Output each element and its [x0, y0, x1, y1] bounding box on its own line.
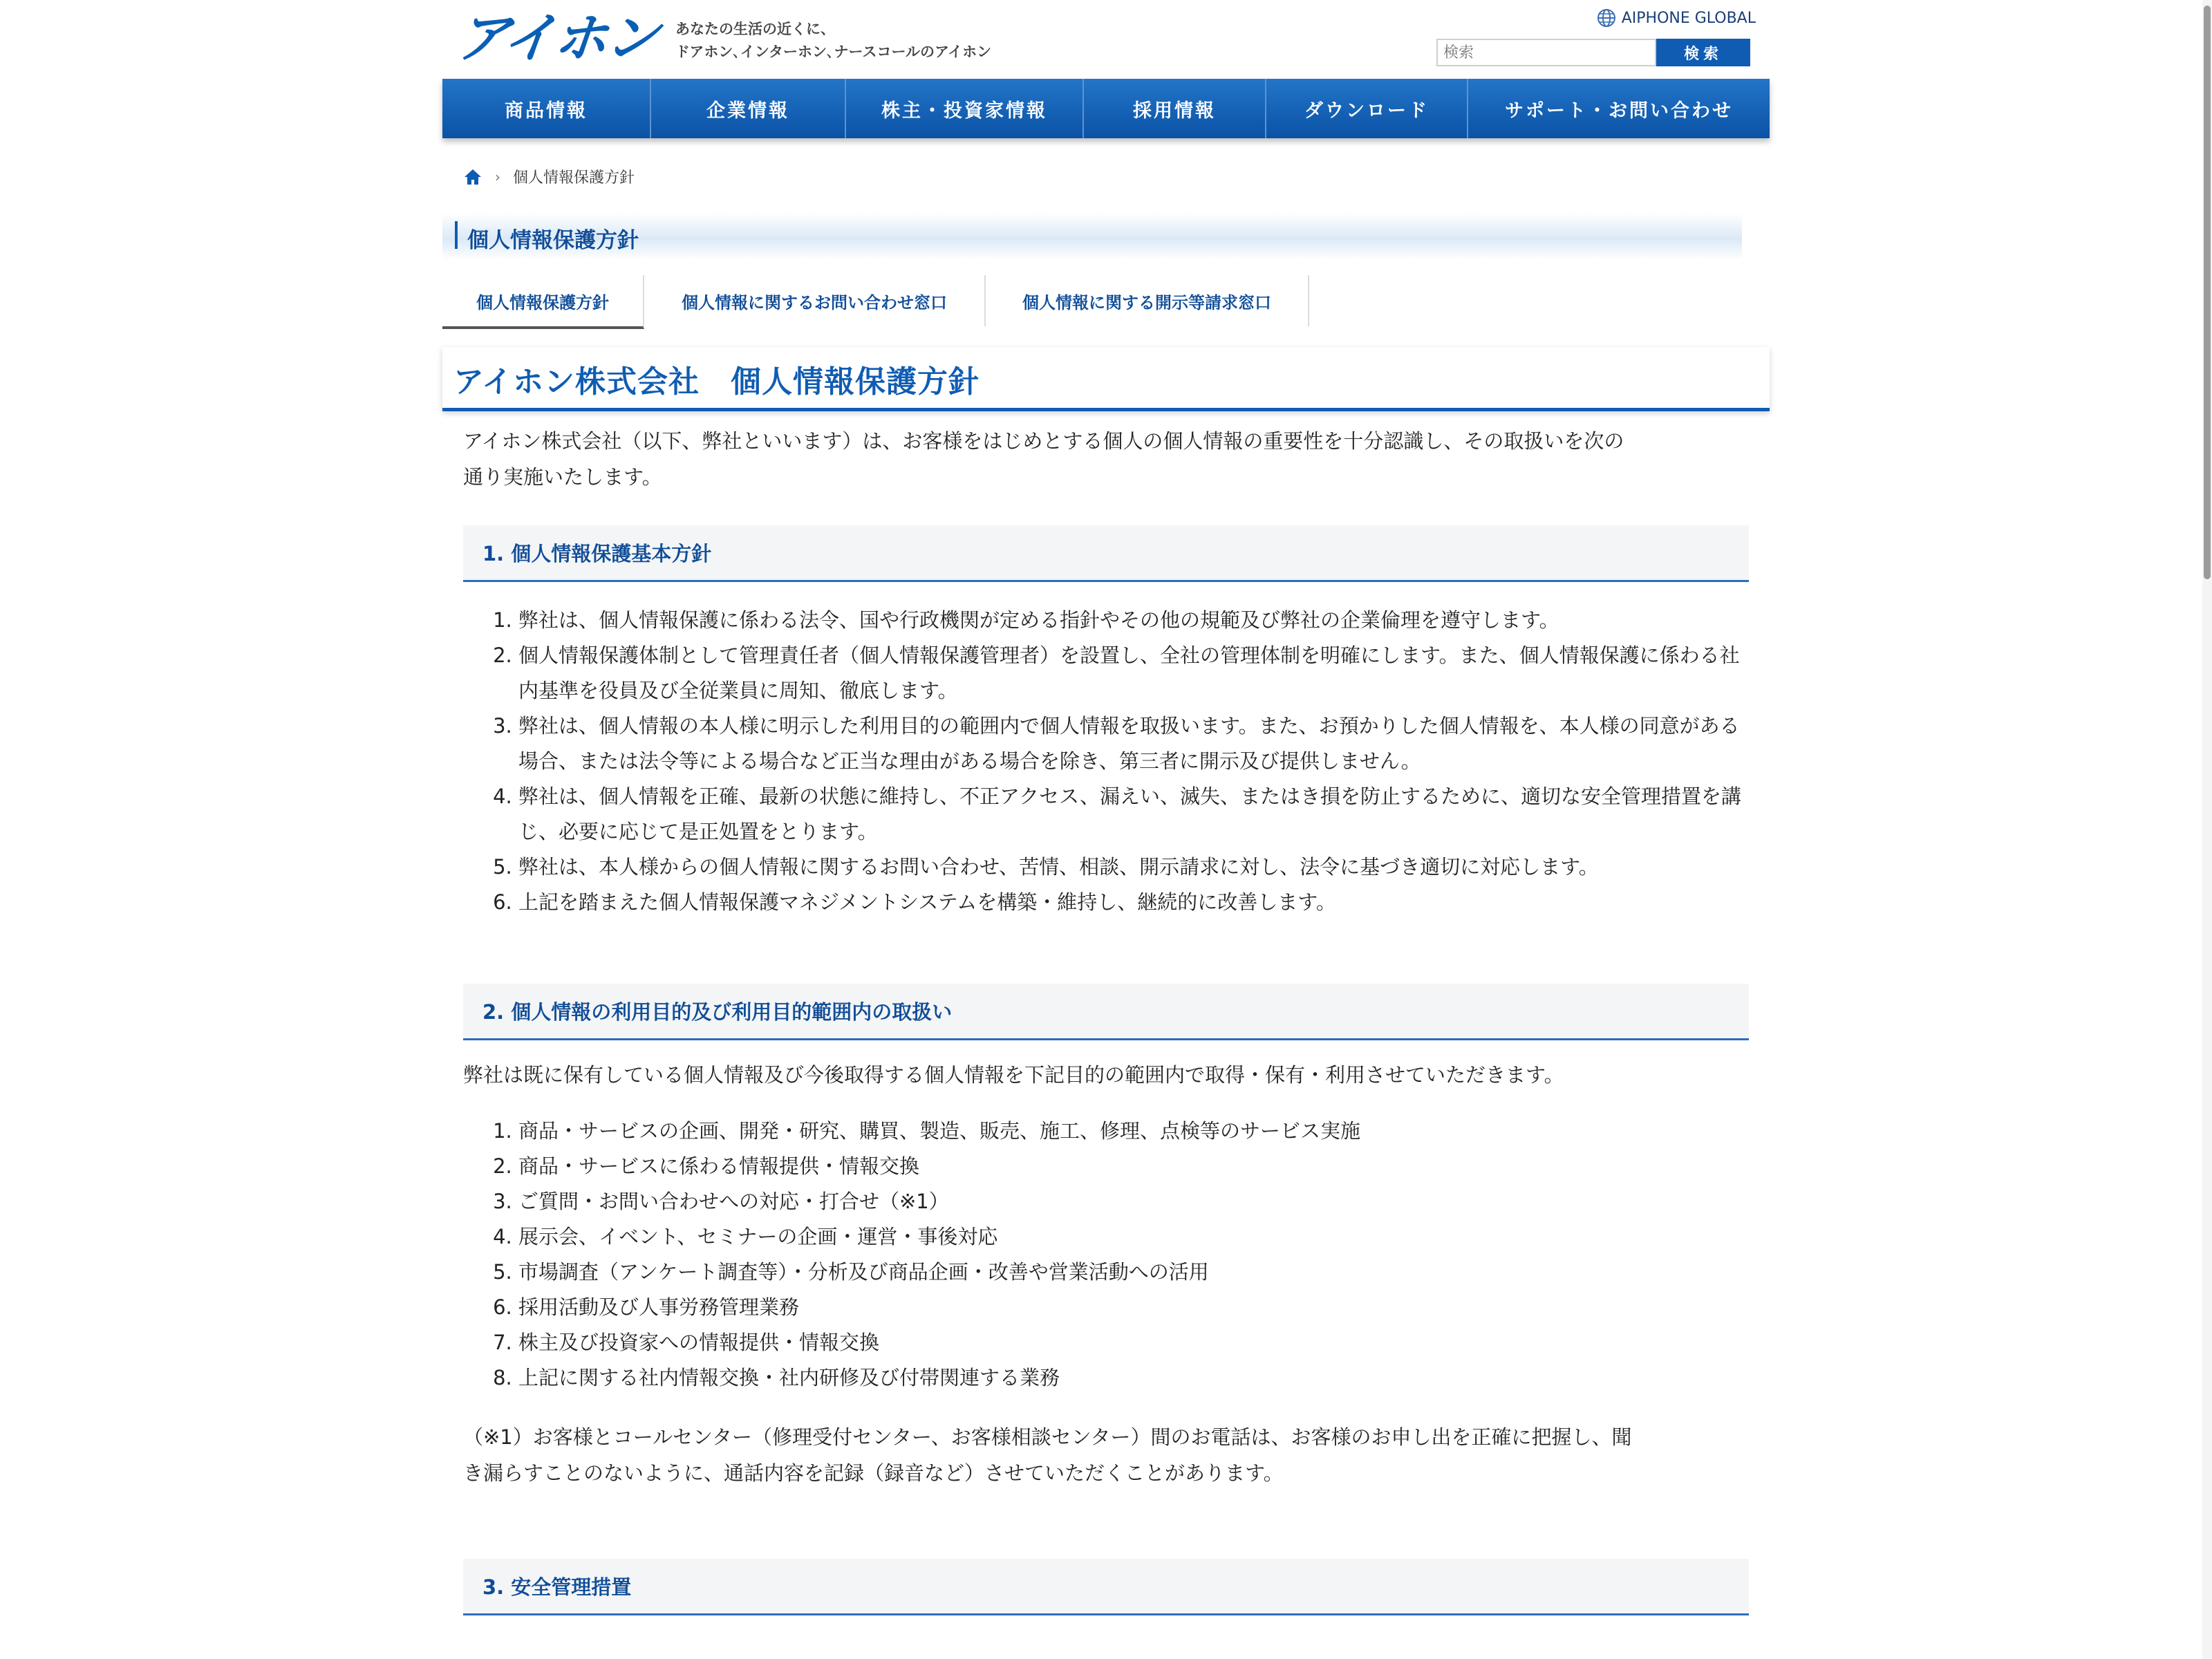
- list-item: 5. 弊社は、本人様からの個人情報に関するお問い合わせ、苦情、相談、開示請求に対し、法令に基づき適切に対応します。: [518, 850, 1749, 885]
- nav-item-support[interactable]: サポート・お問い合わせ: [1505, 100, 1733, 122]
- home-icon[interactable]: [463, 167, 482, 187]
- section-2-heading: 2. 個人情報の利用目的及び利用目的範囲内の取扱い: [463, 984, 1749, 1040]
- scrollbar[interactable]: [2202, 0, 2212, 1659]
- section-title-band: [442, 213, 1742, 260]
- breadcrumb: [463, 166, 635, 187]
- tab-disclosure-request[interactable]: 個人情報に関する開示等請求窓口: [986, 275, 1309, 326]
- intro-paragraph: [463, 423, 1749, 495]
- list-item: 2. 商品・サービスに係わる情報提供・情報交換: [518, 1149, 1749, 1184]
- intro-line-1: アイホン株式会社（以下、弊社といいます）は、お客様をはじめとする個人の個人情報の重要性を十分認識し、その取扱いを次の: [463, 429, 1624, 453]
- global-nav: [442, 79, 1770, 138]
- scrollbar-thumb[interactable]: [2204, 6, 2211, 579]
- tagline-line-1: あなたの生活の近くに、: [675, 21, 835, 37]
- tab-privacy-inquiry[interactable]: 個人情報に関するお問い合わせ窓口: [644, 275, 986, 326]
- section-1-heading: 1. 個人情報保護基本方針: [463, 525, 1749, 582]
- section-2-note: [463, 1419, 1749, 1491]
- list-item: 4. 弊社は、個人情報を正確、最新の状態に維持し、不正アクセス、漏えい、滅失、またはき損を防止するために、適切な安全管理措置を講じ、必要に応じて是正処置をとります。: [518, 779, 1749, 850]
- search-form: [1436, 39, 1750, 66]
- list-item: 6. 上記を踏まえた個人情報保護マネジメントシステムを構築・維持し、継続的に改善します。: [518, 885, 1749, 920]
- list-item: 1. 商品・サービスの企画、開発・研究、購買、製造、販売、施工、修理、点検等のサービス実施: [518, 1114, 1749, 1149]
- list-item: 3. 弊社は、個人情報の本人様に明示した利用目的の範囲内で個人情報を取扱います。また、お預かりした個人情報を、本人様の同意がある場合、または法令等による場合など正当な理由がある場合を除き、第三者に開示及び提供しません。: [518, 709, 1749, 779]
- list-item: 6. 採用活動及び人事労務管理業務: [518, 1290, 1749, 1325]
- nav-item-company[interactable]: 企業情報: [651, 79, 846, 138]
- search-input[interactable]: [1436, 39, 1656, 66]
- section-2-intro: 弊社は既に保有している個人情報及び今後取得する個人情報を下記目的の範囲内で取得・保有・利用させていただきます。: [463, 1063, 1564, 1087]
- page-heading-box: [442, 347, 1770, 411]
- section-title: 個人情報保護方針: [467, 228, 639, 253]
- list-item: 3. ご質問・お問い合わせへの対応・打合せ（※1）: [518, 1184, 1749, 1219]
- nav-item-download[interactable]: ダウンロード: [1266, 79, 1468, 138]
- tagline-line-2: ドアホン､インターホン､ナースコールのアイホン: [675, 44, 992, 60]
- globe-icon: [1597, 8, 1616, 28]
- note-line-2: き漏らすことのないように、通話内容を記録（録音など）させていただくことがあります。: [463, 1461, 1284, 1485]
- breadcrumb-separator: ›: [495, 168, 500, 185]
- logo-wordmark: アイホン: [453, 8, 659, 70]
- section-title-accent: [455, 221, 458, 249]
- global-link[interactable]: [1597, 8, 1756, 28]
- nav-item-recruit[interactable]: 採用情報: [1084, 79, 1266, 138]
- search-button[interactable]: 検索: [1656, 39, 1750, 66]
- intro-line-2: 通り実施いたします。: [463, 465, 662, 489]
- nav-item-products[interactable]: 商品情報: [442, 79, 651, 138]
- page-title: アイホン株式会社 個人情報保護方針: [453, 364, 980, 400]
- main-content: [463, 423, 1749, 1615]
- note-line-1: （※1）お客様とコールセンター（修理受付センター、お客様相談センター）間のお電話は、お客様のお申し出を正確に把握し、聞: [463, 1425, 1632, 1449]
- tagline: [675, 18, 991, 64]
- list-item: 4. 展示会、イベント、セミナーの企画・運営・事後対応: [518, 1219, 1749, 1255]
- breadcrumb-current: 個人情報保護方針: [513, 169, 635, 187]
- sub-tabs: [442, 275, 1309, 329]
- list-item: 5. 市場調査（アンケート調査等）・分析及び商品企画・改善や営業活動への活用: [518, 1255, 1749, 1290]
- list-item: 8. 上記に関する社内情報交換・社内研修及び付帯関連する業務: [518, 1360, 1749, 1396]
- list-item: 7. 株主及び投資家への情報提供・情報交換: [518, 1325, 1749, 1360]
- list-item: 2. 個人情報保護体制として管理責任者（個人情報保護管理者）を設置し、全社の管理体制を明確にします。また、個人情報保護に係わる社内基準を役員及び全従業員に周知、徹底します。: [518, 638, 1749, 709]
- aiphone-logo[interactable]: [453, 8, 992, 70]
- section-2-list: [463, 1114, 1749, 1396]
- tab-privacy-policy[interactable]: 個人情報保護方針: [442, 275, 644, 329]
- global-link-label: AIPHONE GLOBAL: [1621, 9, 1756, 27]
- section-1-list: [463, 603, 1749, 920]
- list-item: 1. 弊社は、個人情報保護に係わる法令、国や行政機関が定める指針やその他の規範及び弊社の企業倫理を遵守します。: [518, 603, 1749, 638]
- section-3-heading: 3. 安全管理措置: [463, 1559, 1749, 1615]
- nav-item-investors[interactable]: 株主・投資家情報: [846, 79, 1084, 138]
